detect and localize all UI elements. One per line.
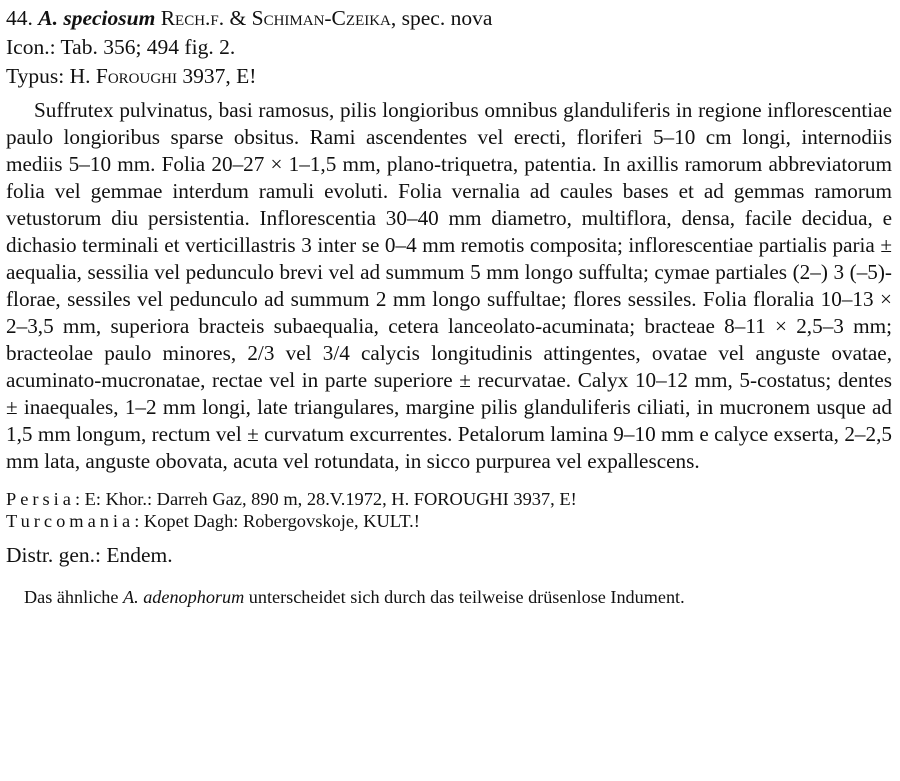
typus-rest: 3937, E! xyxy=(177,64,257,88)
typus-line xyxy=(6,62,892,91)
icon-reference: Icon.: Tab. 356; 494 fig. 2. xyxy=(6,35,236,59)
country-persia: Persia xyxy=(6,489,75,509)
species-heading xyxy=(6,4,892,33)
species-name: A. speciosum xyxy=(38,6,156,30)
locality-turcomania xyxy=(6,510,892,532)
note-after: unterscheidet sich durch das teilweise drüsenlose Indument. xyxy=(244,587,685,607)
distribution-line: Distr. gen.: Endem. xyxy=(6,543,173,567)
latin-description xyxy=(6,97,892,475)
typus-label: Typus: H. xyxy=(6,64,96,88)
species-number: 44. xyxy=(6,6,33,30)
locality-persia xyxy=(6,488,892,510)
note-before: Das ähnliche xyxy=(24,587,123,607)
comparison-note xyxy=(24,586,892,608)
typus-collector: Foroughi xyxy=(95,64,177,88)
species-status: , spec. nova xyxy=(390,6,493,30)
country-turcomania: Turcomania xyxy=(6,511,135,531)
locality-turcomania-text: : Kopet Dagh: Robergovskoje, KULT.! xyxy=(134,511,420,531)
document-page xyxy=(6,4,892,608)
note-species: A. adenophorum xyxy=(122,587,245,607)
locality-persia-text: : E: Khor.: Darreh Gaz, 890 m, 28.V.1972, H. FOROUGHI 3937, E! xyxy=(74,489,577,509)
description-text: Suffrutex pulvinatus, basi ramosus, pilis longioribus omnibus glanduliferis in regione inflorescentiae paulo longioribus sparse obsitus. Rami ascendentes vel erecti, floriferi 5–10 cm longi, internodiis mediis 5–10 mm. Folia 20–27 × 1–1,5 mm, plano-triquetra, patentia. In axillis ramorum abbreviatorum folia vel gemmae interdum ramuli evoluti. Folia vernalia ad caules bases et ad gemmas ramorum vetustorum diu persistentia. Inflorescentia 30–40 mm diametro, multiflora, densa, facile decidua, e dichasio terminali et verticillastris 3 inter se 0–4 mm remotis composita; inflorescentiae partialis paria ± aequalia, sessilia vel pedunculo brevi vel ad summum 5 mm longo suffulta; cymae partiales (2–) 3 (–5)-florae, sessiles vel pedunculo ad summum 2 mm longo suffultae; flores sessiles. Folia floralia 10–13 × 2–3,5 mm, superiora bracteis subaequalia, cetera lanceolato-acuminata; bracteae 8–11 × 2,5–3 mm; bracteolae paulo minores, 2/3 vel 3/4 calycis longitudinis attingentes, ovatae vel anguste ovatae, acuminato-mucronatae, rectae vel in parte superiore ± recurvatae. Calyx 10–12 mm, 5-costatus; dentes ± inaequales, 1–2 mm longi, late triangulares, margine pilis glanduliferis ciliati, in mucronem usque ad 1,5 mm longum, rectum vel ± curvatum excurrentes. Petalorum lamina 9–10 mm e calyce exserta, 2–2,5 mm lata, anguste obovata, acuta vel rotundata, in sicco purpurea vel expallescens. xyxy=(6,98,892,473)
species-authors: Rech.f. & Schiman-Czeika xyxy=(160,6,391,30)
